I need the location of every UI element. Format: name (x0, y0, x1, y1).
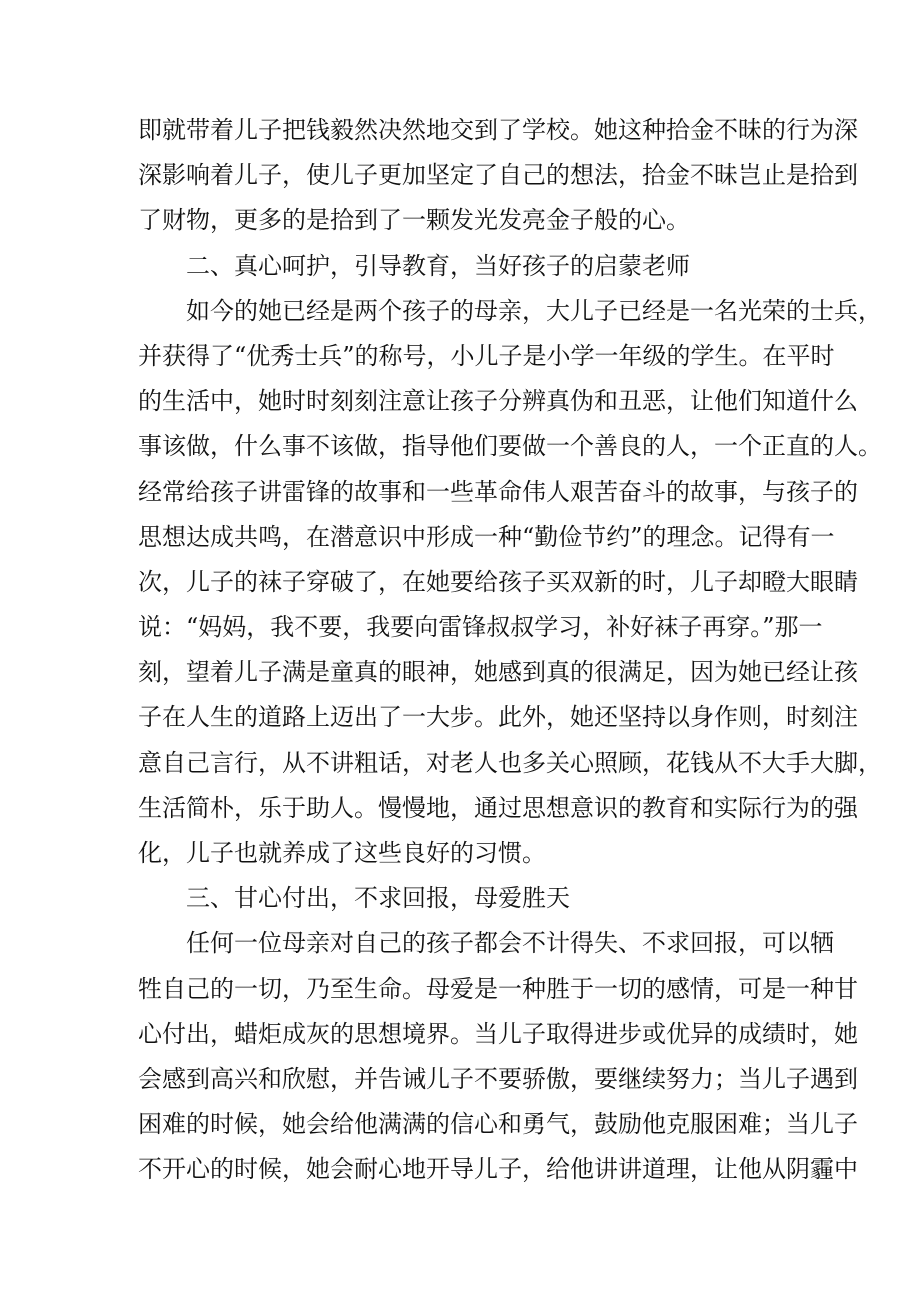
text-line: 并获得了“优秀士兵”的称号，小儿子是小学一年级的学生。在平时 (138, 341, 835, 370)
text-line: 次，儿子的袜子穿破了，在她要给孩子买双新的时，儿子却瞪大眼睛 (138, 567, 858, 596)
text-line: 化，儿子也就养成了这些良好的习惯。 (138, 839, 546, 867)
text-line: 了财物，更多的是拾到了一颗发光发亮金子般的心。 (138, 206, 690, 235)
text-line: 不开心的时候，她会耐心地开导儿子，给他讲讲道理，让他从阴霾中 (138, 1155, 858, 1184)
text-line: 会感到高兴和欣慰，并告诫儿子不要骄傲，要继续努力；当儿子遇到 (138, 1064, 858, 1093)
text-line: 刻，望着儿子满是童真的眼神，她感到真的很满足，因为她已经让孩 (138, 658, 858, 687)
text-line: 困难的时候，她会给他满满的信心和勇气，鼓励他克服困难；当儿子 (138, 1110, 858, 1139)
text-line: 子在人生的道路上迈出了一大步。此外，她还坚持以身作则，时刻注 (138, 703, 858, 732)
text-line: 思想达成共鸣，在潜意识中形成一种“勤俭节约”的理念。记得有一 (138, 522, 835, 551)
text-line: 生活简朴，乐于助人。慢慢地，通过思想意识的教育和实际行为的强 (138, 793, 858, 822)
section-heading-3: 三、甘心付出，不求回报，母爱胜天 (186, 884, 570, 913)
text-line: 牲自己的一切，乃至生命。母爱是一种胜于一切的感情，可是一种甘 (138, 974, 858, 1003)
text-line: 心付出，蜡炬成灰的思想境界。当儿子取得进步或优异的成绩时，她 (138, 1019, 858, 1048)
section-heading-2: 二、真心呵护，引导教育，当好孩子的启蒙老师 (186, 251, 690, 280)
text-line: 经常给孩子讲雷锋的故事和一些革命伟人艰苦奋斗的故事，与孩子的 (138, 477, 858, 506)
text-line: 的生活中，她时时刻刻注意让孩子分辨真伪和丑恶，让他们知道什么 (138, 387, 858, 416)
text-line: 深影响着儿子，使儿子更加坚定了自己的想法，拾金不昧岂止是拾到 (138, 161, 858, 190)
text-line: 事该做，什么事不该做，指导他们要做一个善良的人，一个正直的人。 (138, 432, 882, 461)
text-line: 意自己言行，从不讲粗话，对老人也多关心照顾，花钱从不大手大脚， (138, 748, 882, 777)
text-line: 说：“妈妈，我不要，我要向雷锋叔叔学习，补好袜子再穿。”那一 (138, 613, 823, 642)
paragraph-first-line: 如今的她已经是两个孩子的母亲，大儿子已经是一名光荣的士兵， (186, 296, 882, 325)
text-line: 即就带着儿子把钱毅然决然地交到了学校。她这种拾金不昧的行为深 (138, 116, 858, 144)
paragraph-first-line: 任何一位母亲对自己的孩子都会不计得失、不求回报，可以牺 (186, 929, 834, 958)
body-text (138, 108, 882, 1193)
